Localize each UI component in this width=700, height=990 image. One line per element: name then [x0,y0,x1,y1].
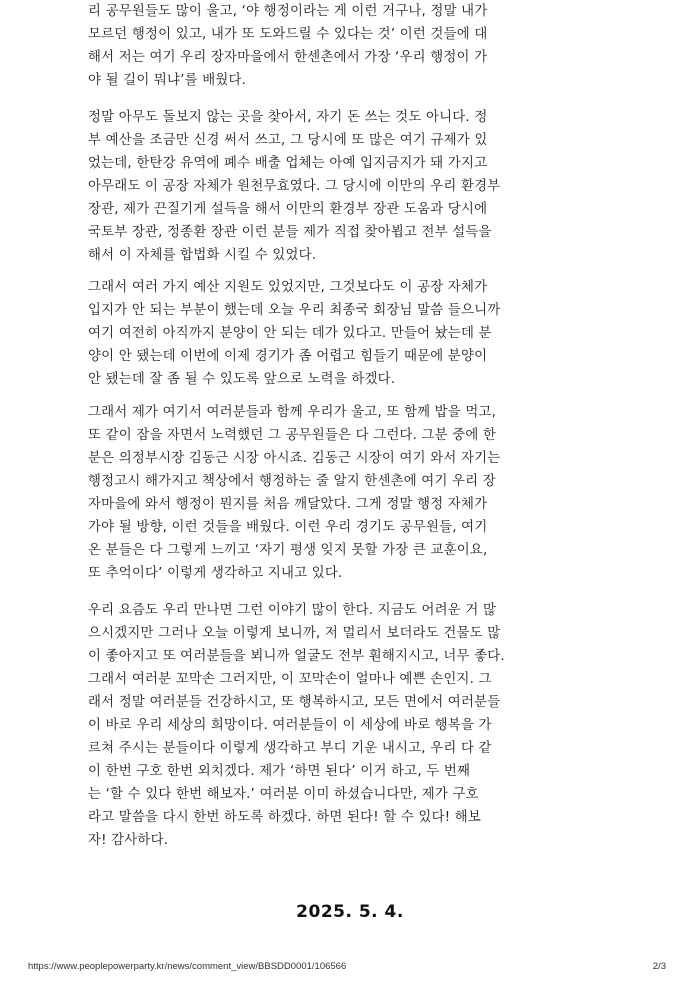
paragraph [88,106,610,267]
text-line: 또 같이 잠을 자면서 노력했던 그 공무원들은 다 그런다. 그분 중에 한 [88,428,497,443]
page-footer [28,961,666,972]
text-line: 행정고시 해가지고 책상에서 행정하는 줄 알지 한센촌에 여기 우리 장 [88,474,496,489]
text-line: 온 분들은 다 그렇게 느끼고 ‘자기 평생 잊지 못할 가장 큰 교훈이요, [88,543,488,558]
paragraph [88,599,610,852]
text-line: 양이 안 됐는데 이번에 이제 경기가 좀 어렵고 힘들기 때문에 분양이 [88,349,488,364]
text-line: 국토부 장관, 정종환 장관 이런 분들 제가 직접 찾아뵙고 전부 설득을 [88,225,492,240]
text-line: 입지가 안 되는 부분이 했는데 오늘 우리 최종국 회장님 말씀 들으니까 [88,303,501,318]
text-line: 가야 될 방향, 이런 것들을 배웠다. 이런 우리 경기도 공무원들, 여기 [88,520,488,535]
text-line: 또 추억이다’ 이렇게 생각하고 지내고 있다. [88,566,343,581]
text-line: 었는데, 한탄강 유역에 폐수 배출 업체는 아예 입지금지가 돼 가지고 [88,156,488,171]
paragraph [88,276,610,391]
text-line: 장관, 제가 끈질기게 설득을 해서 이만의 환경부 장관 도움과 당시에 [88,202,488,217]
text-line: 르쳐 주시는 분들이다 이렇게 생각하고 부디 기운 내시고, 우리 다 같 [88,741,492,756]
paragraph [88,0,610,92]
text-line: 모르던 행정이 있고, 내가 또 도와드릴 수 있다는 것’ 이런 것들에 대 [88,27,488,42]
text-line: 우리 요즘도 우리 만나면 그런 이야기 많이 한다. 지금도 어려운 거 많 [88,603,497,618]
text-line: 야 될 길이 뭐냐’를 배웠다. [88,73,247,88]
text-line: 해서 이 자체를 합법화 시킬 수 있었다. [88,248,317,263]
text-line: 라고 말씀을 다시 한번 하도록 하겠다. 하면 된다! 할 수 있다! 해보 [88,810,481,825]
text-line: 자! 감사하다. [88,833,169,848]
text-line: 분은 의정부시장 김동근 시장 아시죠. 김동근 시장이 여기 와서 자기는 [88,451,501,466]
text-line: 이 좋아지고 또 여러분들을 뵈니까 얼굴도 전부 훤해지시고, 너무 좋다. [88,649,505,664]
paragraph [88,401,610,585]
text-line: 정말 아무도 돌보지 않는 곳을 찾아서, 자기 돈 쓰는 것도 아니다. 정 [88,110,488,125]
text-line: 그래서 여러 가지 예산 지원도 있었지만, 그것보다도 이 공장 자체가 [88,280,488,295]
text-line: 그래서 제가 여기서 여러분들과 함께 우리가 울고, 또 함께 밥을 먹고, [88,405,497,420]
text-line: 아무래도 이 공장 자체가 원천무효였다. 그 당시에 이만의 우리 환경부 [88,179,501,194]
text-line: 이 바로 우리 세상의 희망이다. 여러분들이 이 세상에 바로 행복을 가 [88,718,492,733]
page-number: 2/3 [652,961,666,972]
text-line: 이 한번 구호 한번 외치겠다. 제가 ‘하면 된다’ 이거 하고, 두 번째 [88,764,471,779]
source-url[interactable]: https://www.peoplepowerparty.kr/news/comment_view/BBSDD0001/106566 [28,961,347,972]
text-line: 그래서 여러분 꼬막손 그러지만, 이 꼬막손이 얼마나 예쁜 손인지. 그 [88,672,492,687]
text-line: 는 ‘할 수 있다 한번 해보자.’ 여러분 이미 하셨습니다만, 제가 구호 [88,787,479,802]
document-date: 2025. 5. 4. [296,902,404,922]
text-line: 래서 정말 여러분들 건강하시고, 또 행복하시고, 모든 면에서 여러분들 [88,695,501,710]
text-line: 자마을에 와서 행정이 뭔지를 처음 깨달았다. 그게 정말 행정 자체가 [88,497,488,512]
text-line: 리 공무원들도 많이 울고, ‘야 행정이라는 게 이런 거구나, 정말 내가 [88,4,488,19]
text-line: 안 됐는데 잘 좀 될 수 있도록 앞으로 노력을 하겠다. [88,372,396,387]
text-line: 여기 여전히 아직까지 분양이 안 되는 데가 있다고. 만들어 놨는데 분 [88,326,492,341]
text-line: 부 예산을 조금만 신경 써서 쓰고, 그 당시에 또 많은 여기 규제가 있 [88,133,488,148]
text-line: 으시겠지만 그러나 오늘 이렇게 보니까, 저 멀리서 보더라도 건물도 많 [88,626,501,641]
text-line: 해서 저는 여기 우리 장자마을에서 한센촌에서 가장 ‘우리 행정이 가 [88,50,488,65]
